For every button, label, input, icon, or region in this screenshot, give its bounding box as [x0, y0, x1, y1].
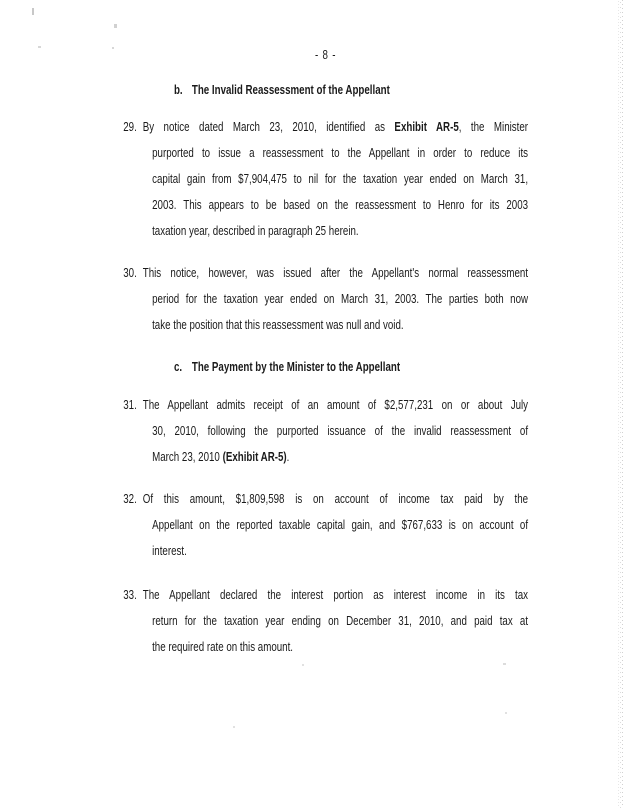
paragraph-number: 30. [123, 266, 137, 280]
paragraph-text [142, 114, 529, 244]
text-run: The Appellant declared the interest portion as interest income in its tax [142, 588, 529, 602]
heading-title: The Payment by the Minister to the Appellant [191, 360, 401, 374]
text-run: period for the taxation year ended on March 31, 2003. The parties both now [152, 292, 529, 306]
text-run: , the Minister [458, 120, 529, 134]
scan-speck [302, 664, 304, 666]
paragraph-line [142, 392, 529, 418]
text-run: March 23, 2010 [152, 450, 223, 464]
paragraph-text [142, 486, 529, 564]
text-run: This notice, however, was issued after the Appellant's normal reassessment [142, 266, 529, 280]
text-run: The Appellant admits receipt of an amount of $2,577,231 on or about July [142, 398, 529, 412]
scan-speck [233, 726, 235, 728]
paragraph-line [152, 286, 528, 312]
paragraph-text [142, 392, 529, 470]
text-run: By notice dated March 23, 2010, identified as [142, 120, 395, 134]
paragraph [123, 260, 528, 338]
scan-speck [505, 712, 507, 714]
heading-letter: b. [173, 83, 183, 97]
paragraph-line [152, 608, 528, 634]
text-run: return for the taxation year ending on December 31, 2010, and paid tax at [152, 614, 529, 628]
page-number: - 8 - [315, 48, 337, 62]
scan-artifact-right-edge [617, 0, 623, 808]
paragraph-text [142, 582, 529, 660]
paragraph [123, 392, 528, 470]
paragraph-line [152, 418, 528, 444]
paragraph-number: 31. [123, 398, 137, 412]
scan-speck [503, 663, 506, 665]
document-body [0, 77, 623, 660]
paragraph-line [152, 166, 528, 192]
scan-speck [112, 47, 114, 49]
paragraph-line [142, 486, 529, 512]
paragraph-line [142, 260, 529, 286]
text-run: purported to issue a reassessment to the Appellant in order to reduce its [152, 146, 529, 160]
paragraph-line [142, 582, 529, 608]
paragraph-line [152, 312, 528, 338]
paragraph-text [142, 260, 529, 338]
section-heading [174, 354, 623, 380]
text-run: the required rate on this amount. [152, 640, 294, 654]
bold-text-run: Exhibit AR-5 [394, 120, 459, 134]
paragraph-line [152, 218, 528, 244]
text-run: . [286, 450, 290, 464]
paragraph-line [152, 538, 528, 564]
text-run: Appellant on the reported taxable capital gain, and $767,633 is on account of [152, 518, 529, 532]
paragraph-line [152, 634, 528, 660]
bold-text-run: (Exhibit AR-5) [222, 450, 287, 464]
paragraph-number: 32. [123, 492, 137, 506]
scan-speck [32, 8, 34, 15]
section-heading [174, 77, 623, 103]
text-run: 30, 2010, following the purported issuance of the invalid reassessment of [152, 424, 529, 438]
text-run: take the position that this reassessment was null and void. [152, 318, 404, 332]
paragraph-line [142, 114, 529, 140]
text-run: Of this amount, $1,809,598 is on account of income tax paid by the [142, 492, 529, 506]
heading-title: The Invalid Reassessment of the Appellant [191, 83, 390, 97]
text-run: taxation year, described in paragraph 25 herein. [152, 224, 359, 238]
paragraph-line [152, 512, 528, 538]
text-run: capital gain from $7,904,475 to nil for the taxation year ended on March 31, [152, 172, 529, 186]
scan-speck [38, 46, 41, 48]
paragraph [123, 114, 528, 244]
paragraph-line [152, 192, 528, 218]
heading-letter: c. [173, 360, 183, 374]
paragraph-number: 33. [123, 588, 137, 602]
paragraph [123, 486, 528, 564]
paragraph-number: 29. [123, 120, 137, 134]
paragraph-line [152, 444, 528, 470]
text-run: 2003. This appears to be based on the reassessment to Henro for its 2003 [152, 198, 529, 212]
scan-speck [114, 24, 117, 28]
paragraph-line [152, 140, 528, 166]
text-run: interest. [152, 544, 187, 558]
paragraph [123, 582, 528, 660]
